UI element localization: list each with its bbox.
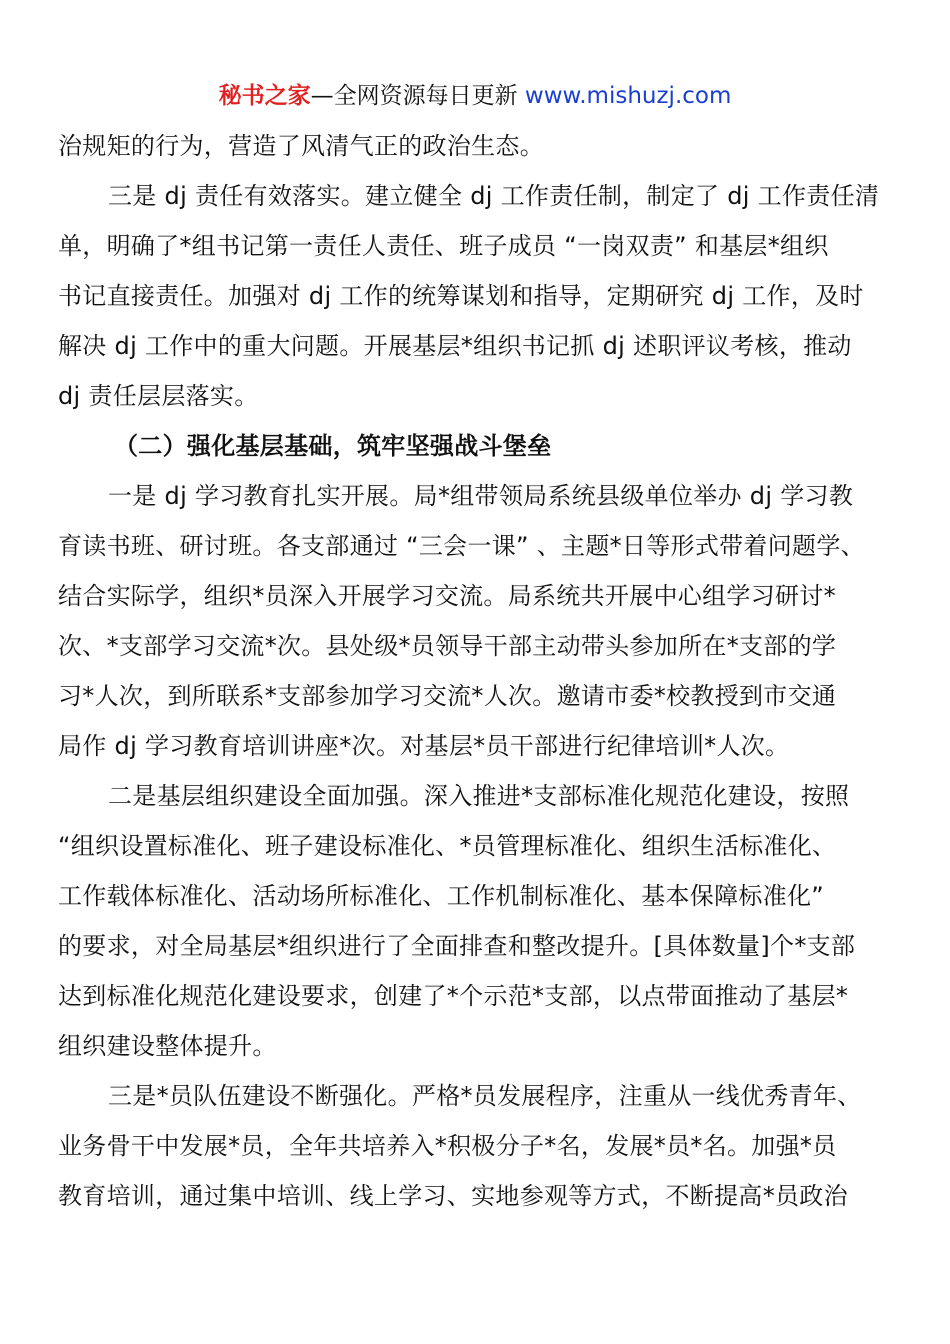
paragraph-line: 二是基层组织建设全面加强。深入推进*支部标准化规范化建设，按照 bbox=[108, 782, 850, 810]
paragraph-line: 组织建设整体提升。 bbox=[58, 1032, 277, 1060]
paragraph-line: 解决 dj 工作中的重大问题。开展基层*组织书记抓 dj 述职评议考核，推动 bbox=[58, 332, 852, 360]
paragraph-line: 育读书班、研讨班。各支部通过 “三会一课” 、主题*日等形式带着问题学、 bbox=[58, 532, 865, 560]
paragraph-line: 工作载体标准化、活动场所标准化、工作机制标准化、基本保障标准化” bbox=[58, 882, 825, 910]
paragraph-line: 书记直接责任。加强对 dj 工作的统筹谋划和指导，定期研究 dj 工作，及时 bbox=[58, 282, 864, 310]
paragraph-line: 结合实际学，组织*员深入开展学习交流。局系统共开展中心组学习研讨* bbox=[58, 582, 836, 610]
paragraph-line: 业务骨干中发展*员，全年共培养入*积极分子*名，发展*员*名。加强*员 bbox=[58, 1132, 837, 1160]
paragraph-line: 一是 dj 学习教育扎实开展。局*组带领局系统县级单位举办 dj 学习教 bbox=[108, 482, 854, 510]
paragraph-line: dj 责任层层落实。 bbox=[58, 382, 259, 410]
paragraph-line: 三是 dj 责任有效落实。建立健全 dj 工作责任制，制定了 dj 工作责任清 bbox=[108, 182, 880, 210]
paragraph-line: 教育培训，通过集中培训、线上学习、实地参观等方式，不断提高*员政治 bbox=[58, 1182, 848, 1210]
paragraph-line: 的要求，对全局基层*组织进行了全面排查和整改提升。[具体数量]个*支部 bbox=[58, 932, 856, 960]
paragraph-line: 三是*员队伍建设不断强化。严格*员发展程序，注重从一线优秀青年、 bbox=[108, 1082, 862, 1110]
document-body bbox=[58, 121, 898, 1221]
paragraph-line: 局作 dj 学习教育培训讲座*次。对基层*员干部进行纪律培训*人次。 bbox=[58, 732, 790, 760]
paragraph-line: “组织设置标准化、班子建设标准化、*员管理标准化、组织生活标准化、 bbox=[58, 832, 837, 860]
paragraph-line: 次、*支部学习交流*次。县处级*员领导干部主动带头参加所在*支部的学 bbox=[58, 632, 837, 660]
page-header bbox=[0, 80, 950, 112]
paragraph-line: 治规矩的行为，营造了风清气正的政治生态。 bbox=[58, 132, 544, 160]
section-heading: （二）强化基层基础，筑牢坚强战斗堡垒 bbox=[114, 432, 552, 460]
site-url-link[interactable]: www.mishuzj.com bbox=[524, 83, 732, 109]
paragraph-line: 单，明确了*组书记第一责任人责任、班子成员 “一岗双责” 和基层*组织 bbox=[58, 232, 829, 260]
paragraph-line: 习*人次，到所联系*支部参加学习交流*人次。邀请市委*校教授到市交通 bbox=[58, 682, 837, 710]
paragraph-line: 达到标准化规范化建设要求，创建了*个示范*支部，以点带面推动了基层* bbox=[58, 982, 849, 1010]
brand-name: 秘书之家 bbox=[218, 83, 311, 109]
header-tagline: —全网资源每日更新 bbox=[310, 83, 525, 109]
